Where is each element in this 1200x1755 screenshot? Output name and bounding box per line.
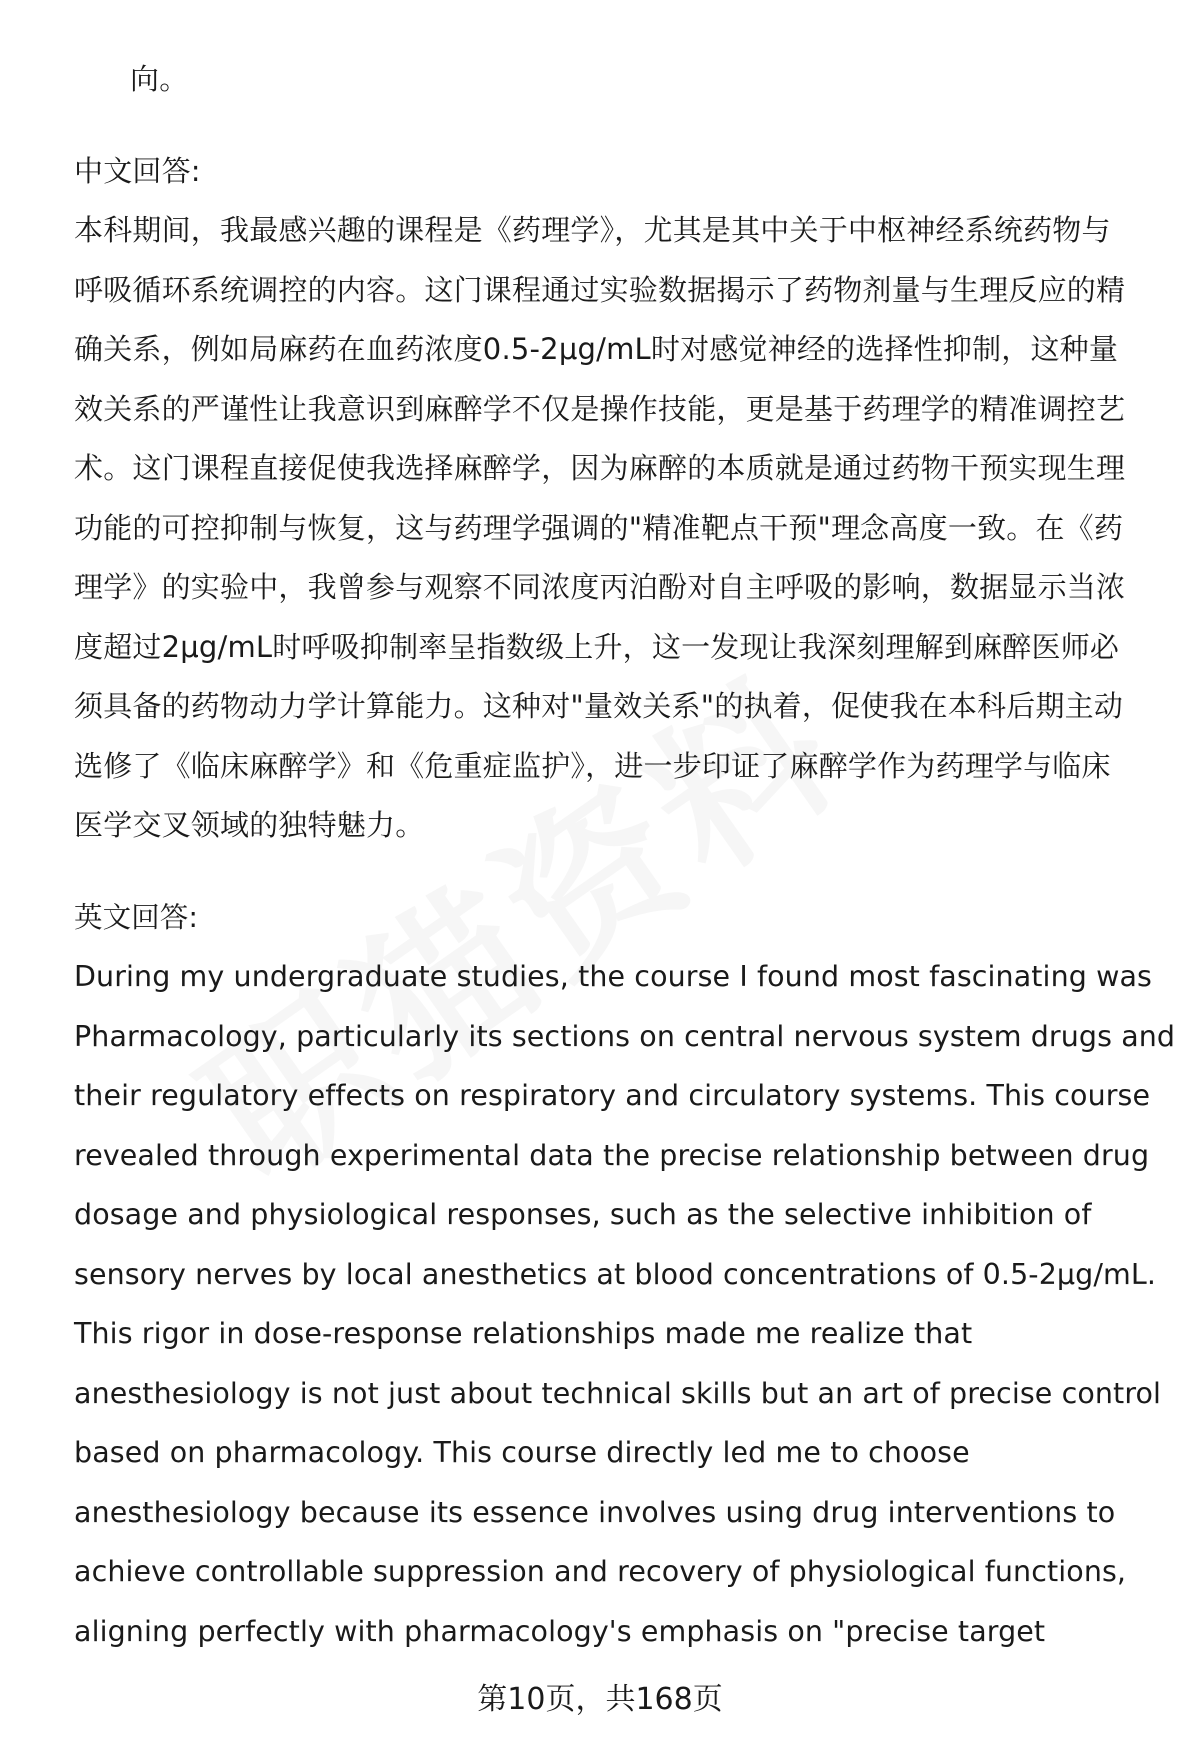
zh-line: 确关系，例如局麻药在血药浓度0.5-2μg/mL时对感觉神经的选择性抑制，这种量: [74, 332, 1119, 366]
en-line: based on pharmacology. This course directly led me to choose: [74, 1436, 970, 1469]
en-line: their regulatory effects on respiratory and circulatory systems. This course: [74, 1079, 1151, 1112]
en-line: Pharmacology, particularly its sections on central nervous system drugs and: [74, 1019, 1176, 1053]
en-heading: 英文回答:: [74, 900, 199, 934]
zh-line: 须具备的药物动力学计算能力。这种对"量效关系"的执着，促使我在本科后期主动: [74, 689, 1124, 723]
zh-line: 度超过2μg/mL时呼吸抑制率呈指数级上升，这一发现让我深刻理解到麻醉医师必: [74, 629, 1120, 664]
zh-line: 功能的可控抑制与恢复，这与药理学强调的"精准靶点干预"理念高度一致。在《药: [74, 510, 1124, 545]
page-number-footer: 第10页，共168页: [477, 1682, 723, 1717]
zh-answer-section: [74, 142, 1154, 856]
en-line: achieve controllable suppression and recovery of physiological functions,: [74, 1555, 1127, 1588]
en-line: sensory nerves by local anesthetics at blood concentrations of 0.5-2μg/mL.: [74, 1257, 1157, 1291]
zh-line: 效关系的严谨性让我意识到麻醉学不仅是操作技能，更是基于药理学的精准调控艺: [74, 391, 1126, 426]
en-answer-section: [74, 888, 1176, 1662]
en-line: dosage and physiological responses, such as the selective inhibition of: [74, 1198, 1092, 1231]
en-line: aligning perfectly with pharmacology's emphasis on "precise target: [74, 1614, 1046, 1648]
zh-line: 选修了《临床麻醉学》和《危重症监护》，进一步印证了麻醉学作为药理学与临床: [74, 748, 1111, 783]
document-page: [74, 50, 1176, 1661]
en-line: anesthesiology because its essence involves using drug interventions to: [74, 1495, 1116, 1529]
en-line: revealed through experimental data the precise relationship between drug: [74, 1138, 1150, 1172]
spacer: [74, 110, 1154, 142]
zh-heading: 中文回答:: [74, 153, 201, 188]
spacer: [74, 856, 1154, 888]
zh-line: 术。这门课程直接促使我选择麻醉学，因为麻醉的本质就是通过药物干预实现生理: [74, 451, 1126, 485]
zh-line: 本科期间，我最感兴趣的课程是《药理学》，尤其是其中关于中枢神经系统药物与: [74, 213, 1111, 247]
en-line: This rigor in dose-response relationships made me realize that: [74, 1317, 973, 1350]
en-line: anesthesiology is not just about technical skills but an art of precise control: [74, 1376, 1162, 1410]
en-line: During my undergraduate studies, the course I found most fascinating was: [74, 960, 1153, 993]
zh-line: 理学》的实验中，我曾参与观察不同浓度丙泊酚对自主呼吸的影响，数据显示当浓: [74, 570, 1126, 604]
intro-tail: 向。: [130, 62, 189, 96]
zh-line: 呼吸循环系统调控的内容。这门课程通过实验数据揭示了药物剂量与生理反应的精: [74, 272, 1126, 307]
zh-line: 医学交叉领域的独特魅力。: [74, 808, 425, 842]
